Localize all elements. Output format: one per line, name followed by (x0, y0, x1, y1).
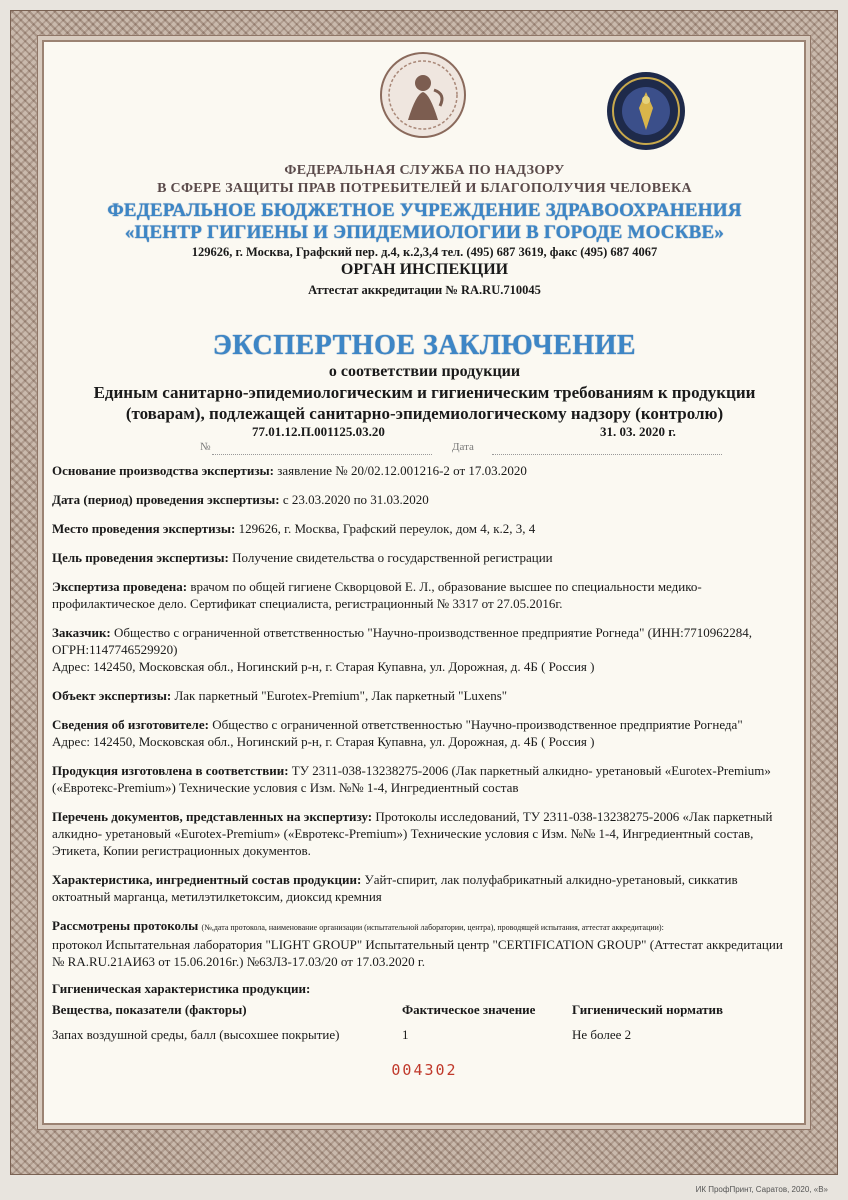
col-header-norm: Гигиенический норматив (572, 1002, 724, 1017)
documents-value: Протоколы исследований, ТУ 2311-038-13238275-2006 «Лак паркетный алкидно- уретановый «Eurotex-Premium» («Евротекс-Premium») Технические условия с Изм. №№ 1-4, Ингредиентный состав, Этикета, Копии регистрационных документов. (52, 809, 773, 858)
protocols-label: Рассмотрены протоколы (52, 918, 199, 933)
accreditation-certificate: Аттестат аккредитации № RA.RU.710045 (308, 283, 541, 297)
serial-block (52, 1061, 797, 1080)
field-period (52, 491, 797, 508)
field-object (52, 687, 797, 704)
field-manufacturer (52, 716, 797, 750)
hygiene-section (52, 980, 797, 1043)
field-purpose (52, 549, 797, 566)
purpose-label: Цель проведения экспертизы: (52, 550, 229, 565)
period-label: Дата (период) проведения экспертизы: (52, 492, 280, 507)
conclusion-date: 31. 03. 2020 г. (600, 424, 676, 439)
produced-label: Продукция изготовлена в соответствии: (52, 763, 289, 778)
field-customer (52, 624, 797, 675)
field-protocols (52, 917, 797, 970)
number-underline (212, 454, 432, 455)
agency-line-1: ФЕДЕРАЛЬНАЯ СЛУЖБА ПО НАДЗОРУ (284, 163, 565, 178)
manufacturer-label: Сведения об изготовителе: (52, 717, 209, 732)
table-row (52, 1020, 772, 1043)
hygiene-heading: Гигиеническая характеристика продукции: (52, 981, 311, 996)
date-underline (492, 454, 722, 455)
field-documents (52, 808, 797, 859)
customer-value: Общество с ограниченной ответственностью "Научно-производственное предприятие Рогнеда" (ИНН:7710962284, ОГРН:1147746529920) (52, 625, 753, 657)
manufacturer-address: Адрес: 142450, Московская обл., Ногинский р-н, г. Старая Купавна, ул. Дорожная, д. 4Б ( Россия ) (52, 734, 595, 749)
actual-cell: 1 (402, 1027, 409, 1042)
factor-cell: Запах воздушной среды, балл (высохшее покрытие) (52, 1027, 340, 1042)
documents-label: Перечень документов, представленных на экспертизу: (52, 809, 373, 824)
object-label: Объект экспертизы: (52, 688, 172, 703)
agency-line-2: В СФЕРЕ ЗАЩИТЫ ПРАВ ПОТРЕБИТЕЛЕЙ И БЛАГОПОЛУЧИЯ ЧЕЛОВЕКА (157, 181, 692, 196)
field-composition (52, 871, 797, 905)
field-place (52, 520, 797, 537)
customer-label: Заказчик: (52, 625, 111, 640)
inspection-body-title: ОРГАН ИНСПЕКЦИИ (340, 261, 509, 278)
col-header-factor: Вещества, показатели (факторы) (52, 1002, 247, 1017)
expert-label: Экспертиза проведена: (52, 579, 188, 594)
field-produced (52, 762, 797, 796)
manufacturer-value: Общество с ограниченной ответственностью "Научно-производственное предприятие Рогнеда" (212, 717, 743, 732)
title-line-2: о соответствии продукции (328, 363, 521, 380)
conclusion-number: 77.01.12.П.001125.03.20 (252, 424, 385, 439)
document-content (52, 42, 797, 1122)
printer-imprint: ИК ПрофПринт, Саратов, 2020, «В» (695, 1185, 828, 1194)
expert-value: врачом по общей гигиене Скворцовой Е. Л., образование высшее по специальности медико-профилактическое дело. Сертификат специалиста, регистрационный № 3317 от 27.05.2016г. (52, 579, 702, 611)
object-value: Лак паркетный "Eurotex-Premium", Лак паркетный "Luxens" (174, 688, 508, 703)
title-line-3: Единым санитарно-эпидемиологическим и гигиеническим требованиям к продукции (93, 383, 756, 402)
date-label: Дата (452, 441, 474, 453)
number-label: № (200, 441, 211, 453)
serial-number: 004302 (391, 1061, 458, 1079)
title-line-4: (товарам), подлежащей санитарно-эпидемиологическому надзору (контролю) (125, 404, 724, 423)
composition-value: Уайт-спирит, лак полуфабрикатный алкидно-уретановый, сиккатив октоатный марганца, метилэтилкетоксим, диоксид кремния (52, 872, 738, 904)
institution-line-2: «ЦЕНТР ГИГИЕНЫ И ЭПИДЕМИОЛОГИИ В ГОРОДЕ МОСКВЕ» (124, 222, 725, 243)
composition-label: Характеристика, ингредиентный состав продукции: (52, 872, 362, 887)
purpose-value: Получение свидетельства о государственной регистрации (232, 550, 553, 565)
place-label: Место проведения экспертизы: (52, 521, 236, 536)
hygiene-table (52, 999, 772, 1043)
col-header-actual: Фактическое значение (402, 1002, 536, 1017)
place-value: 129626, г. Москва, Графский переулок, дом 4, к.2, 3, 4 (238, 521, 536, 536)
protocols-value: протокол Испытательная лаборатория "LIGHT GROUP" Испытательный центр "CERTIFICATION GROUP" (Аттестат аккредитации № RA.RU.21АИ63 от 15.06.2016г.) №63ЛЗ-17.03/20 от 17.03.2020 г. (52, 937, 783, 969)
produced-value: ТУ 2311-038-13238275-2006 (Лак паркетный алкидно- уретановый «Eurotex-Premium» («Евротекс-Premium») Технические условия с Изм. №№ 1-4, Ингредиентный состав (52, 763, 771, 795)
customer-address: Адрес: 142450, Московская обл., Ногинский р-н, г. Старая Купавна, ул. Дорожная, д. 4Б ( Россия ) (52, 659, 595, 674)
institution-address: 129626, г. Москва, Графский пер. д.4, к.2,3,4 тел. (495) 687 3619, факс (495) 687 4067 (191, 245, 658, 259)
number-date-row (52, 424, 797, 458)
field-basis (52, 462, 797, 479)
basis-value: заявление № 20/02.12.001216-2 от 17.03.2020 (277, 463, 527, 478)
norm-cell: Не более 2 (572, 1027, 632, 1042)
protocols-note: (№,дата протокола, наименование организации (испытательной лаборатории, центра), проводящей испытания, аттестат аккредитации): (201, 923, 664, 932)
hygiene-header-row (52, 999, 772, 1020)
basis-label: Основание производства экспертизы: (52, 463, 275, 478)
document-title: ЭКСПЕРТНОЕ ЗАКЛЮЧЕНИЕ (212, 330, 637, 361)
period-value: с 23.03.2020 по 31.03.2020 (282, 492, 429, 507)
institution-line-1: ФЕДЕРАЛЬНОЕ БЮДЖЕТНОЕ УЧРЕЖДЕНИЕ ЗДРАВООХРАНЕНИЯ (107, 200, 742, 221)
field-expert (52, 578, 797, 612)
